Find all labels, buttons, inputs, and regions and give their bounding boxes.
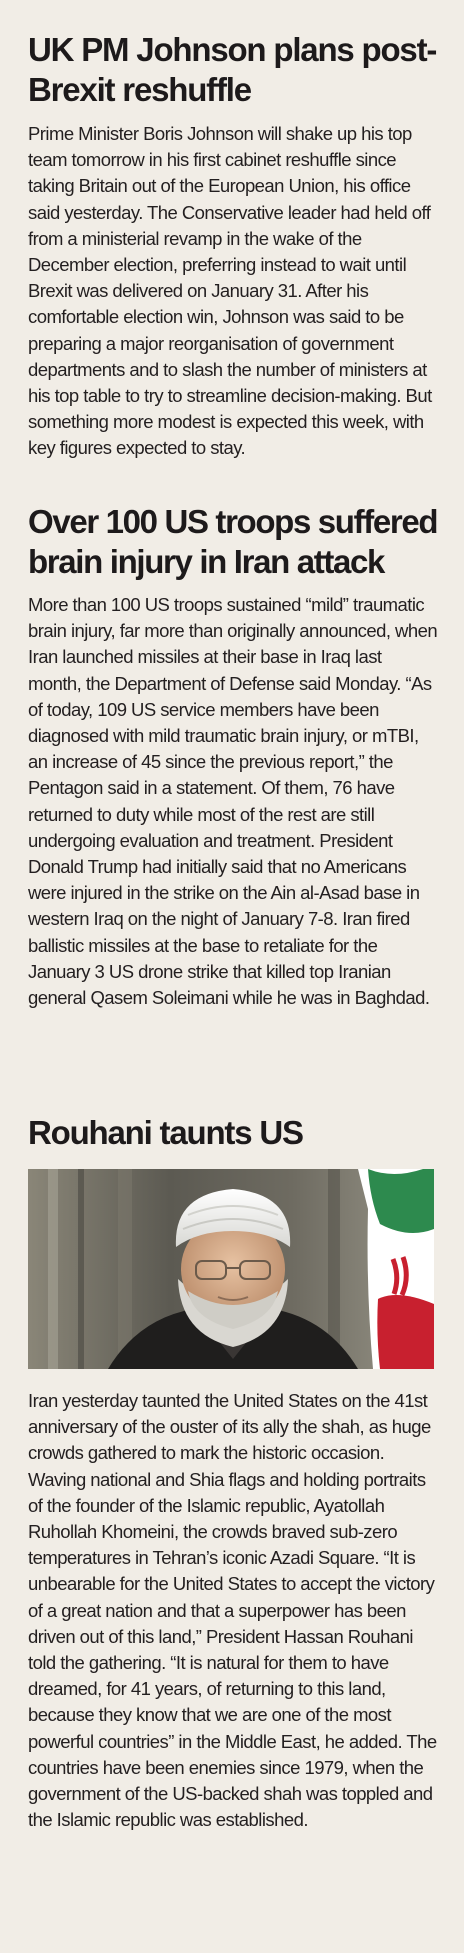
article-3-body: Iran yesterday taunted the United States on the 41st anniversary of the ouster of its ally the shah, as huge crowds gathered to mark the historic occasion. Waving national and Shia flags and holding portraits of the founder of the Islamic republic, Ayatollah Ruhollah Khomeini, the crowds braved sub-zero temperatures in Tehran’s iconic Azadi Square. “It is unbearable for the United States to accept the victory of a great nation and that a superpower has been driven out of this land,” President Hassan Rouhani told the gathering. “It is natural for them to have dreamed, for 41 years, of returning to this land, because they know that we are one of the most powerful countries” in the Middle East, he added. The countries have been enemies since 1979, when the government of the US-backed shah was toppled and the Islamic republic was established. [28, 1390, 437, 1831]
article-1-headline: UK PM Johnson plans post-Brexit reshuffle [28, 31, 437, 108]
article-1-body: Prime Minister Boris Johnson will shake up his top team tomorrow in his first cabinet reshuffle since taking Britain out of the European Union, his office said yesterday. The Conservative leader had held off from a ministerial revamp in the wake of the December election, preferring instead to wait until Brexit was delivered on January 31. After his comfortable election win, Johnson was said to be preparing a major reorganisation of government departments and to slash the number of ministers at his top table to try to streamline decision-making. But something more modest is expected this week, with key figures expected to stay. [28, 123, 432, 459]
rouhani-photo [28, 1169, 434, 1369]
article-2-body: More than 100 US troops sustained “mild” traumatic brain injury, far more than originally announced, when Iran launched missiles at their base in Iraq last month, the Department of Defense said Monday. “As of today, 109 US service members have been diagnosed with mild traumatic brain injury, or mTBI, an increase of 45 since the previous report,” the Pentagon said in a statement. Of them, 76 have returned to duty while most of the rest are still undergoing evaluation and treatment. President Donald Trump had initially said that no Americans were injured in the strike on the Ain al-Asad base in western Iraq on the night of January 7-8. Iran fired ballistic missiles at the base to retaliate for the January 3 US drone strike that killed top Iranian general Qasem Soleimani while he was in Baghdad. [28, 594, 438, 1009]
article-2-headline: Over 100 US troops suffered brain injury in Iran attack [28, 503, 438, 580]
article-3-headline: Rouhani taunts US [28, 1114, 303, 1151]
